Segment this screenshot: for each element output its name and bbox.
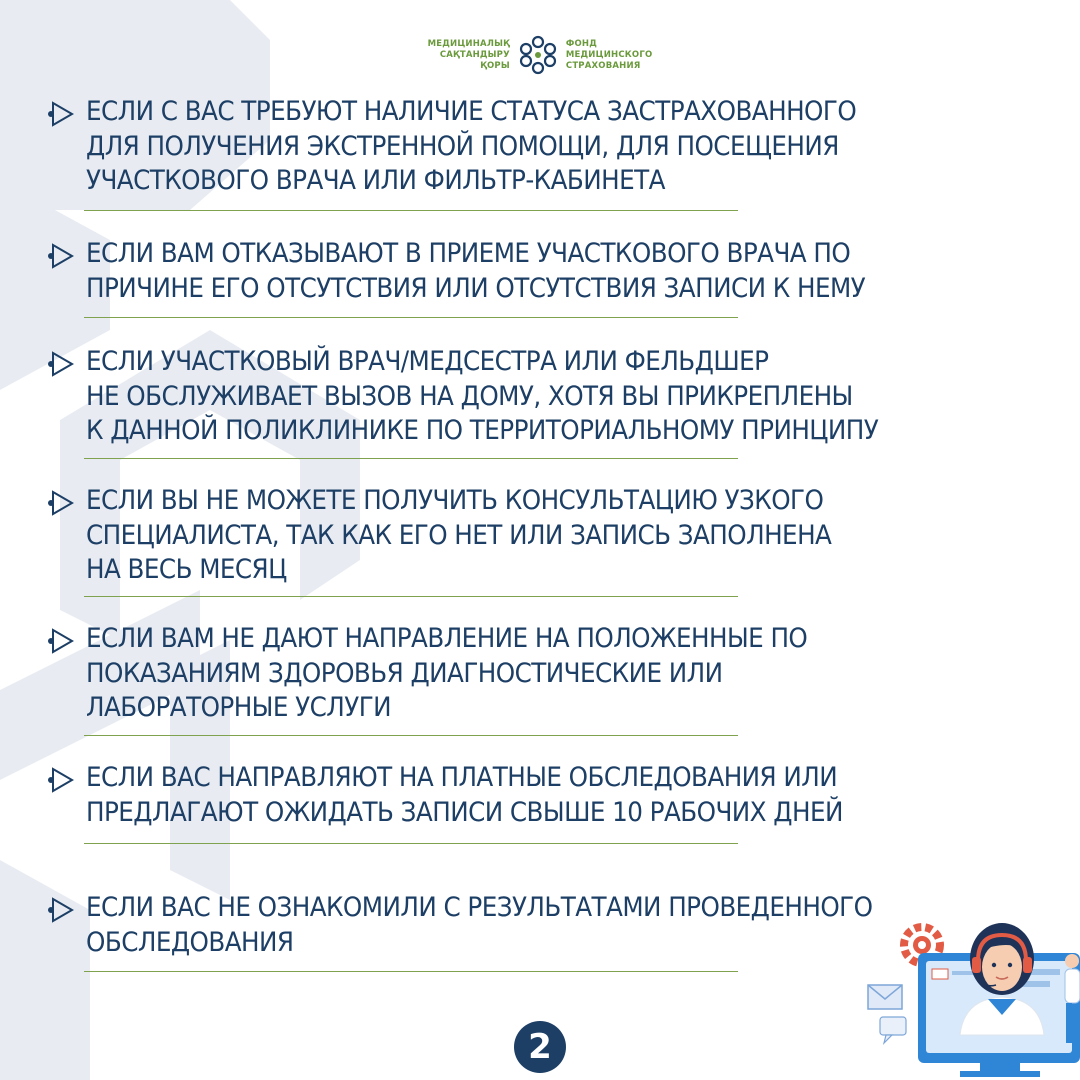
chat-bubble-icon bbox=[880, 1017, 906, 1043]
triangle-bullet-icon bbox=[48, 241, 74, 271]
list-item-text: ЕСЛИ ВАМ ОТКАЗЫВАЮТ В ПРИЕМЕ УЧАСТКОВОГО ВРАЧА ПО ПРИЧИНЕ ЕГО ОТСУТСТВИЯ ИЛИ ОТСУТСТВИЯ ЗАПИСИ К НЕМУ bbox=[86, 238, 866, 304]
divider bbox=[84, 971, 738, 972]
list-item-text: ЕСЛИ УЧАСТКОВЫЙ ВРАЧ/МЕДСЕСТРА ИЛИ ФЕЛЬДШЕР НЕ ОБСЛУЖИВАЕТ ВЫЗОВ НА ДОМУ, ХОТЯ ВЫ ПРИКРЕПЛЕНЫ К ДАННОЙ ПОЛИКЛИНИКЕ ПО ТЕРРИТОРИАЛЬНОМУ ПРИНЦИПУ bbox=[86, 346, 879, 446]
divider bbox=[84, 210, 738, 211]
triangle-bullet-icon bbox=[48, 895, 74, 925]
list-item-text: ЕСЛИ ВАМ НЕ ДАЮТ НАПРАВЛЕНИЕ НА ПОЛОЖЕННЫЕ ПО ПОКАЗАНИЯМ ЗДОРОВЬЯ ДИАГНОСТИЧЕСКИЕ ИЛИ ЛАБОРАТОРНЫЕ УСЛУГИ bbox=[86, 623, 808, 723]
logo-line: СТРАХОВАНИЯ bbox=[565, 60, 641, 71]
divider bbox=[84, 458, 738, 459]
logo-text-kazakh bbox=[428, 39, 510, 72]
triangle-bullet-icon bbox=[48, 765, 74, 795]
envelope-icon bbox=[868, 985, 902, 1009]
list-item bbox=[48, 761, 1058, 830]
logo-line: ФОНД bbox=[565, 38, 598, 49]
divider bbox=[84, 735, 738, 736]
logo-text-russian bbox=[566, 39, 653, 72]
divider bbox=[84, 596, 738, 597]
list-item bbox=[48, 95, 1058, 199]
list-item-text: ЕСЛИ С ВАС ТРЕБУЮТ НАЛИЧИЕ СТАТУСА ЗАСТРАХОВАННОГО ДЛЯ ПОЛУЧЕНИЯ ЭКСТРЕННОЙ ПОМОЩИ, ДЛЯ ПОСЕЩЕНИЯ УЧАСТКОВОГО ВРАЧА ИЛИ ФИЛЬТР-КАБИНЕТА bbox=[86, 96, 857, 196]
logo-line: САҚТАНДЫРУ bbox=[439, 49, 510, 60]
list-item bbox=[48, 345, 1058, 449]
triangle-bullet-icon bbox=[48, 349, 74, 379]
fund-logo bbox=[0, 30, 1080, 80]
list-item bbox=[48, 622, 1058, 726]
list-item-text: ЕСЛИ ВАС НЕ ОЗНАКОМИЛИ С РЕЗУЛЬТАТАМИ ПРОВЕДЕННОГО ОБСЛЕДОВАНИЯ bbox=[86, 892, 873, 958]
list-item bbox=[48, 484, 1058, 588]
triangle-bullet-icon bbox=[48, 626, 74, 656]
list-item bbox=[48, 891, 1058, 960]
logo-line: МЕДИЦИНАЛЫҚ bbox=[427, 38, 510, 49]
logo-line: ҚОРЫ bbox=[480, 60, 510, 71]
logo-emblem-icon bbox=[516, 33, 560, 77]
page-number-badge: 2 bbox=[514, 1021, 566, 1073]
triangle-bullet-icon bbox=[48, 488, 74, 518]
list-item-text: ЕСЛИ ВАС НАПРАВЛЯЮТ НА ПЛАТНЫЕ ОБСЛЕДОВАНИЯ ИЛИ ПРЕДЛАГАЮТ ОЖИДАТЬ ЗАПИСИ СВЫШЕ 10 РАБОЧИХ ДНЕЙ bbox=[86, 762, 843, 828]
divider bbox=[84, 317, 738, 318]
logo-line: МЕДИЦИНСКОГО bbox=[565, 49, 653, 60]
list-item bbox=[48, 237, 1058, 306]
divider bbox=[84, 843, 738, 844]
list-item-text: ЕСЛИ ВЫ НЕ МОЖЕТЕ ПОЛУЧИТЬ КОНСУЛЬТАЦИЮ УЗКОГО СПЕЦИАЛИСТА, ТАК КАК ЕГО НЕТ ИЛИ ЗАПИСЬ ЗАПОЛНЕНА НА ВЕСЬ МЕСЯЦ bbox=[86, 485, 832, 585]
triangle-bullet-icon bbox=[48, 99, 74, 129]
